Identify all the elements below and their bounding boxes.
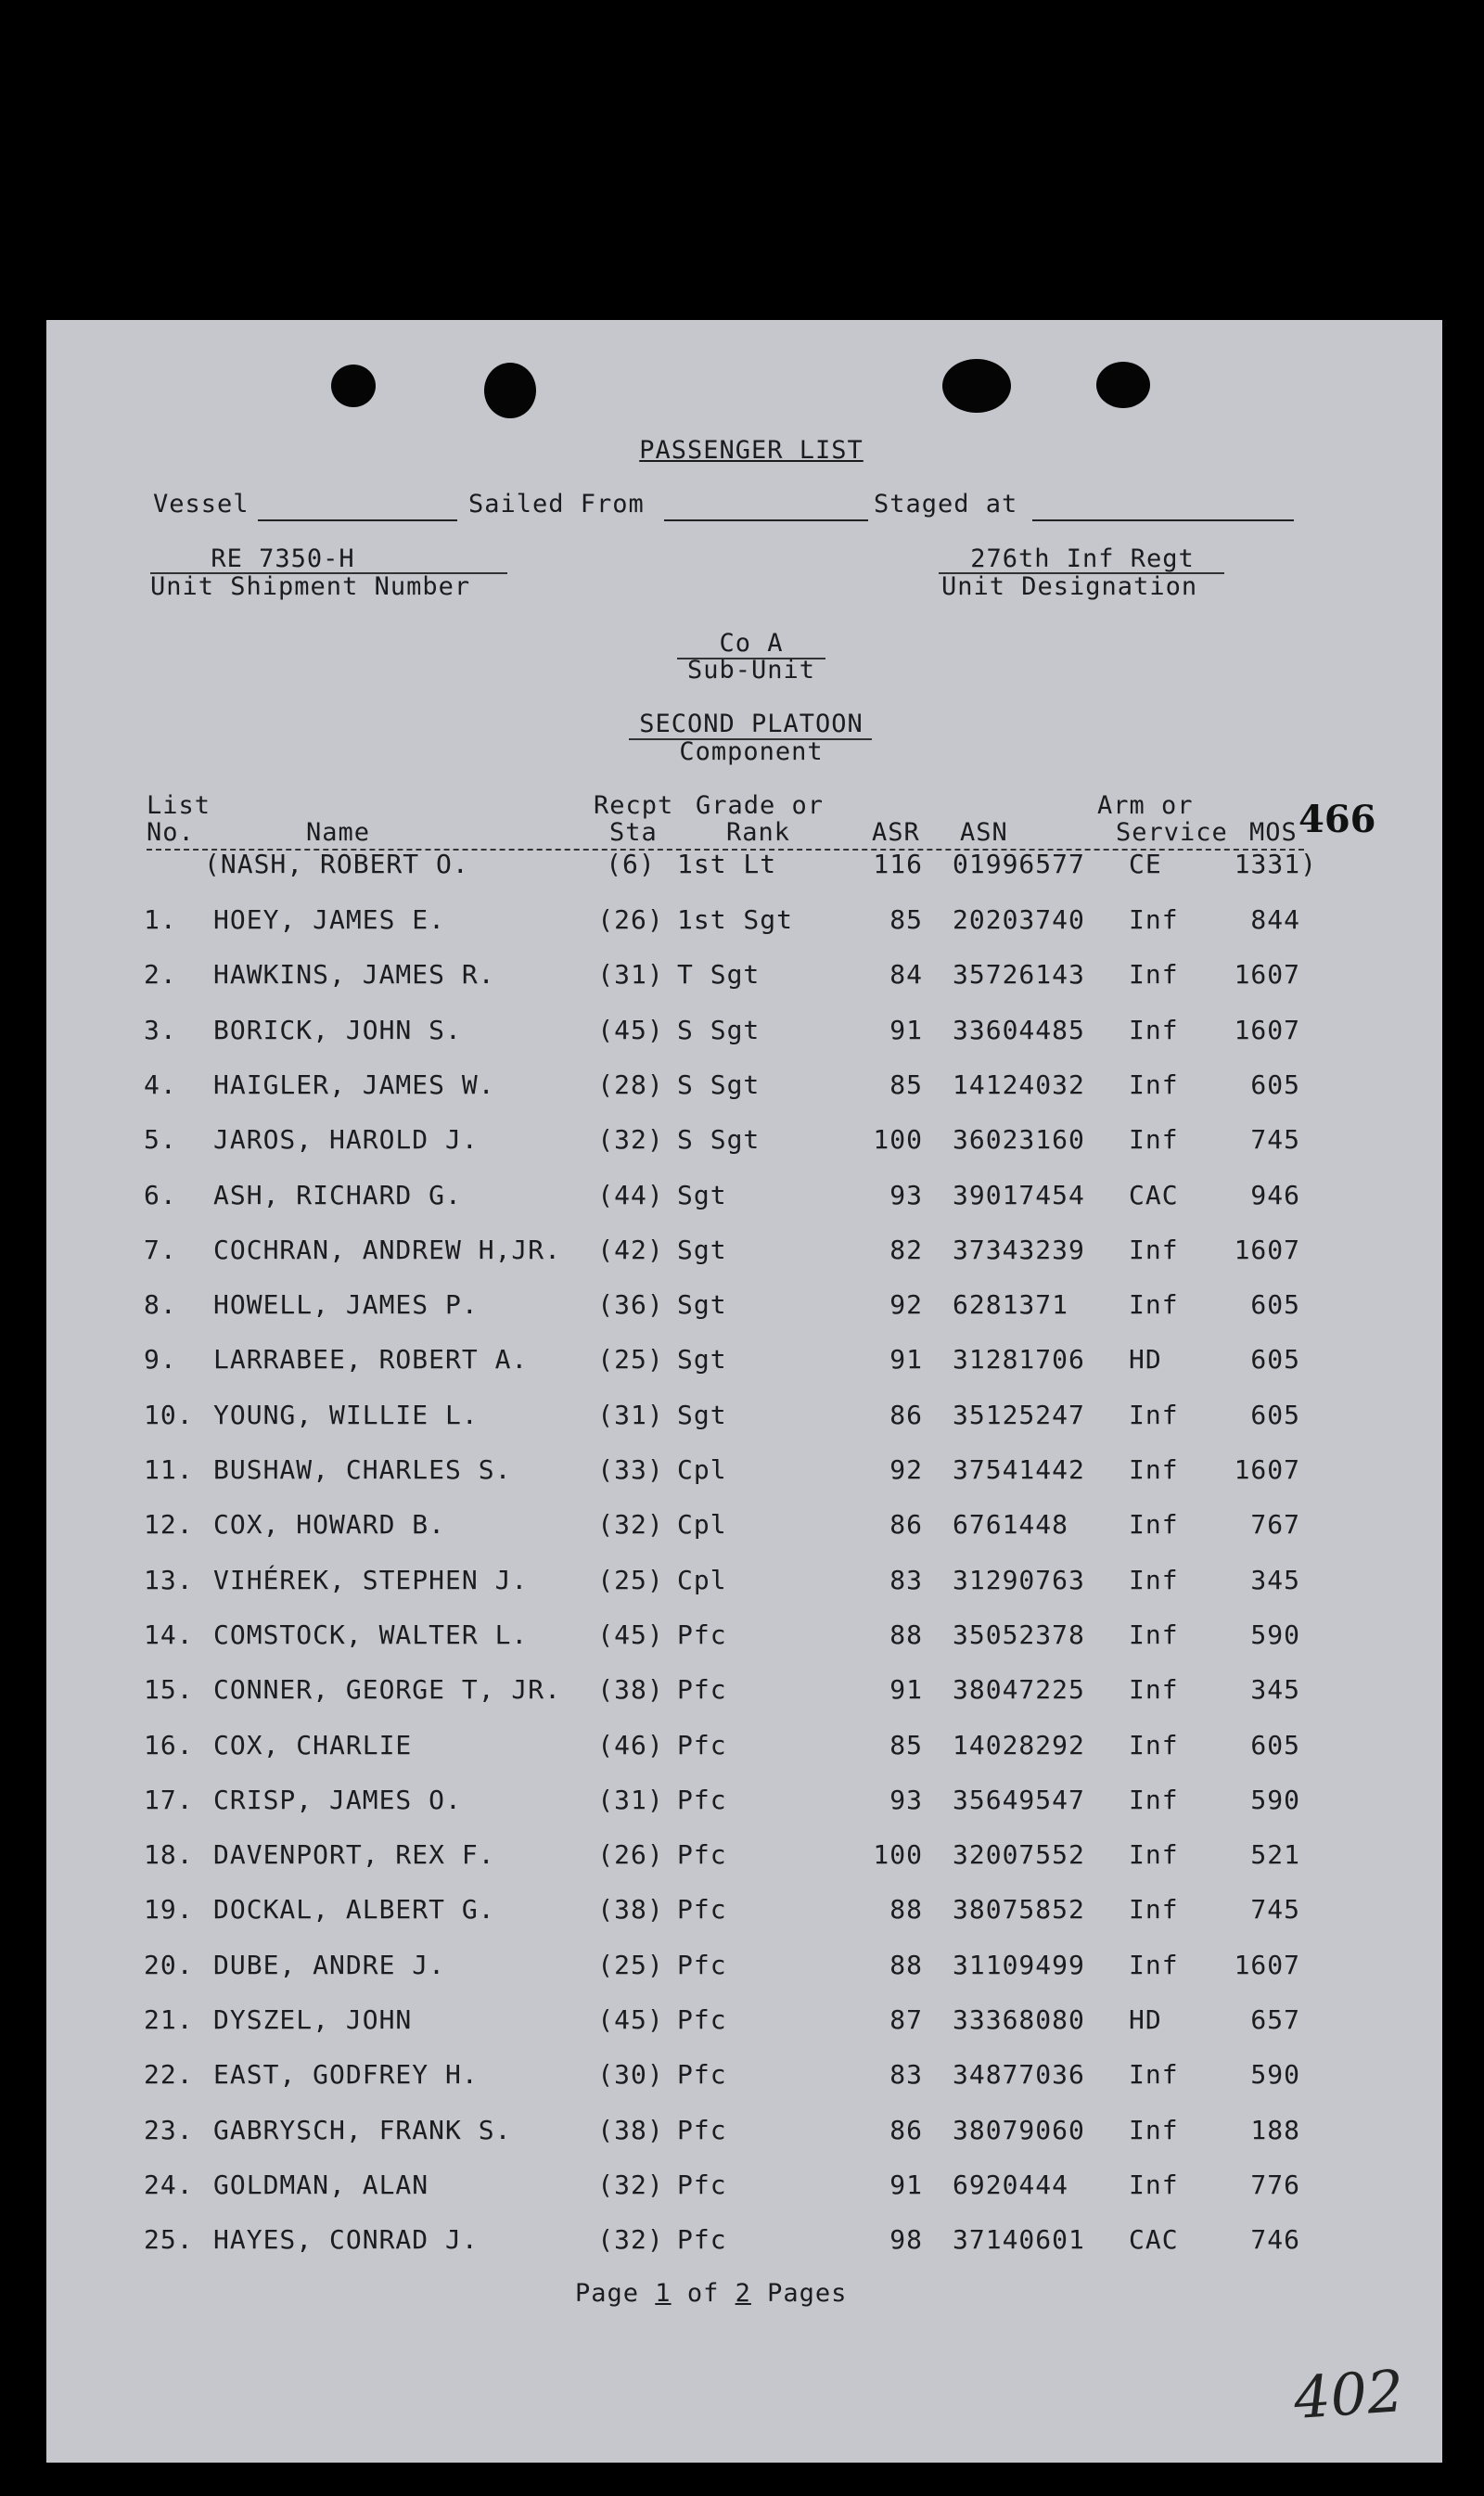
cell-arm: Inf	[1129, 1730, 1179, 1760]
cell-mos: 745	[1250, 1124, 1300, 1155]
table-row	[46, 2170, 1442, 2207]
cell-no: 6.	[144, 1180, 177, 1210]
cell-name: CONNER, GEORGE T, JR.	[213, 1674, 562, 1705]
cell-mos: 188	[1250, 2115, 1300, 2145]
cell-sta: (32)	[597, 1124, 664, 1155]
cell-mos: 590	[1250, 1619, 1300, 1650]
table-row	[46, 1950, 1442, 1987]
cell-name: HAYES, CONRAD J.	[213, 2224, 479, 2255]
cell-name: VIHÉREK, STEPHEN J.	[213, 1565, 529, 1595]
cell-sta: (31)	[597, 1400, 664, 1430]
cell-asr: 84	[889, 959, 923, 990]
cell-arm: Inf	[1129, 1674, 1179, 1705]
column-header-service: Service	[1116, 818, 1228, 847]
punch-hole	[331, 365, 376, 407]
cell-asr: 92	[889, 1289, 923, 1320]
cell-arm: Inf	[1129, 1839, 1179, 1870]
cell-asr: 86	[889, 1400, 923, 1430]
cell-no: 25.	[144, 2224, 194, 2255]
table-row	[46, 2115, 1442, 2152]
cell-grade: Pfc	[677, 2059, 727, 2090]
cell-mos: 1607	[1234, 1235, 1300, 1265]
cell-mos: 345	[1250, 1674, 1300, 1705]
cell-arm: Inf	[1129, 1069, 1179, 1100]
cell-sta: (46)	[597, 1730, 664, 1760]
cell-mos: 605	[1250, 1344, 1300, 1375]
cell-mos: 776	[1250, 2170, 1300, 2200]
cell-asn: 37541442	[953, 1454, 1085, 1485]
document-sheet	[46, 320, 1442, 2463]
table-row	[46, 1454, 1442, 1491]
cell-arm: Inf	[1129, 1894, 1179, 1925]
cell-sta: (44)	[597, 1180, 664, 1210]
officer-asr: 116	[873, 849, 923, 879]
cell-mos: 605	[1250, 1400, 1300, 1430]
cell-asn: 36023160	[953, 1124, 1085, 1155]
cell-sta: (32)	[597, 1509, 664, 1540]
cell-mos: 746	[1250, 2224, 1300, 2255]
cell-mos: 1607	[1234, 1950, 1300, 1980]
cell-asn: 39017454	[953, 1180, 1085, 1210]
cell-arm: CAC	[1129, 1180, 1179, 1210]
sailed-from-label: Sailed From	[468, 490, 645, 518]
cell-asr: 100	[873, 1124, 923, 1155]
cell-mos: 605	[1250, 1069, 1300, 1100]
unit-shipment-number-label: Unit Shipment Number	[150, 572, 471, 601]
cell-name: DYSZEL, JOHN	[213, 2004, 413, 2035]
cell-grade: Pfc	[677, 2115, 727, 2145]
cell-name: DUBE, ANDRE J.	[213, 1950, 446, 1980]
component-label: Component	[679, 737, 824, 766]
cell-name: YOUNG, WILLIE L.	[213, 1400, 479, 1430]
table-row	[46, 1124, 1442, 1161]
cell-asn: 37140601	[953, 2224, 1085, 2255]
cell-asn: 34877036	[953, 2059, 1085, 2090]
cell-grade: S Sgt	[677, 1124, 761, 1155]
cell-asr: 98	[889, 2224, 923, 2255]
cell-asr: 86	[889, 2115, 923, 2145]
table-row	[46, 1730, 1442, 1767]
cell-no: 21.	[144, 2004, 194, 2035]
cell-arm: Inf	[1129, 1400, 1179, 1430]
pages-word: Pages	[767, 2279, 848, 2308]
cell-asn: 33368080	[953, 2004, 1085, 2035]
cell-grade: Pfc	[677, 2004, 727, 2035]
cell-grade: Pfc	[677, 1894, 727, 1925]
table-row	[46, 904, 1442, 941]
cell-asn: 6920444	[953, 2170, 1069, 2200]
cell-no: 17.	[144, 1785, 194, 1815]
cell-asn: 31281706	[953, 1344, 1085, 1375]
column-header-recpt: Recpt	[594, 791, 674, 820]
cell-arm: Inf	[1129, 1565, 1179, 1595]
cell-arm: Inf	[1129, 1950, 1179, 1980]
cell-mos: 844	[1250, 904, 1300, 935]
cell-asn: 33604485	[953, 1015, 1085, 1045]
cell-arm: Inf	[1129, 1235, 1179, 1265]
handwritten-number: 402	[1291, 2356, 1406, 2433]
cell-grade: S Sgt	[677, 1015, 761, 1045]
cell-grade: Pfc	[677, 1674, 727, 1705]
staged-at-blank	[1032, 519, 1294, 521]
table-row	[46, 1565, 1442, 1602]
cell-arm: CAC	[1129, 2224, 1179, 2255]
cell-mos: 590	[1250, 1785, 1300, 1815]
cell-sta: (32)	[597, 2224, 664, 2255]
cell-sta: (45)	[597, 1619, 664, 1650]
cell-asr: 83	[889, 1565, 923, 1595]
cell-grade: Pfc	[677, 1619, 727, 1650]
table-row	[46, 1674, 1442, 1711]
cell-sta: (38)	[597, 1674, 664, 1705]
cell-sta: (28)	[597, 1069, 664, 1100]
cell-asr: 83	[889, 2059, 923, 2090]
cell-mos: 1607	[1234, 959, 1300, 990]
punch-hole	[942, 359, 1011, 413]
cell-arm: Inf	[1129, 959, 1179, 990]
cell-arm: HD	[1129, 1344, 1162, 1375]
cell-name: HAWKINS, JAMES R.	[213, 959, 495, 990]
cell-sta: (45)	[597, 2004, 664, 2035]
page-total: 2	[735, 2279, 751, 2308]
punch-hole	[1096, 362, 1150, 408]
cell-no: 8.	[144, 1289, 177, 1320]
cell-asr: 91	[889, 1344, 923, 1375]
cell-sta: (31)	[597, 1785, 664, 1815]
table-row	[46, 1400, 1442, 1437]
cell-asn: 14124032	[953, 1069, 1085, 1100]
cell-asn: 35125247	[953, 1400, 1085, 1430]
cell-name: COX, HOWARD B.	[213, 1509, 446, 1540]
cell-mos: 345	[1250, 1565, 1300, 1595]
cell-grade: Sgt	[677, 1180, 727, 1210]
table-row	[46, 2004, 1442, 2042]
cell-sta: (36)	[597, 1289, 664, 1320]
cell-asr: 91	[889, 1015, 923, 1045]
cell-no: 5.	[144, 1124, 177, 1155]
cell-grade: S Sgt	[677, 1069, 761, 1100]
cell-asn: 38047225	[953, 1674, 1085, 1705]
table-row	[46, 1180, 1442, 1217]
cell-asr: 88	[889, 1894, 923, 1925]
cell-grade: Pfc	[677, 2224, 727, 2255]
cell-asn: 32007552	[953, 1839, 1085, 1870]
cell-arm: Inf	[1129, 1785, 1179, 1815]
cell-asn: 35052378	[953, 1619, 1085, 1650]
cell-mos: 521	[1250, 1839, 1300, 1870]
cell-arm: Inf	[1129, 2170, 1179, 2200]
table-row	[46, 1894, 1442, 1931]
table-row	[46, 1509, 1442, 1546]
table-row	[46, 1015, 1442, 1052]
sub-unit-value: Co A	[719, 629, 784, 658]
cell-asr: 87	[889, 2004, 923, 2035]
cell-asr: 85	[889, 904, 923, 935]
cell-no: 10.	[144, 1400, 194, 1430]
column-header-arm-or: Arm or	[1097, 791, 1194, 820]
cell-name: DAVENPORT, REX F.	[213, 1839, 495, 1870]
column-header-rank: Rank	[726, 818, 791, 847]
cell-sta: (30)	[597, 2059, 664, 2090]
vessel-label: Vessel	[153, 490, 249, 518]
cell-mos: 657	[1250, 2004, 1300, 2035]
cell-mos: 745	[1250, 1894, 1300, 1925]
cell-arm: Inf	[1129, 1454, 1179, 1485]
cell-no: 14.	[144, 1619, 194, 1650]
officer-asn: 01996577	[953, 849, 1085, 879]
cell-mos: 1607	[1234, 1454, 1300, 1485]
page-indicator	[575, 2279, 847, 2308]
cell-grade: Pfc	[677, 1785, 727, 1815]
cell-no: 23.	[144, 2115, 194, 2145]
cell-arm: Inf	[1129, 1509, 1179, 1540]
cell-asn: 38075852	[953, 1894, 1085, 1925]
cell-sta: (31)	[597, 959, 664, 990]
cell-no: 16.	[144, 1730, 194, 1760]
page-word: Page	[575, 2279, 640, 2308]
table-row	[46, 1785, 1442, 1822]
cell-mos: 590	[1250, 2059, 1300, 2090]
cell-grade: Pfc	[677, 1950, 727, 1980]
cell-asn: 6761448	[953, 1509, 1069, 1540]
page-number: 1	[655, 2279, 672, 2308]
cell-no: 11.	[144, 1454, 194, 1485]
cell-arm: Inf	[1129, 1289, 1179, 1320]
cell-asr: 93	[889, 1180, 923, 1210]
cell-no: 7.	[144, 1235, 177, 1265]
table-row	[46, 1839, 1442, 1876]
column-header-no: No.	[147, 818, 195, 847]
column-header-list: List	[147, 791, 211, 820]
cell-name: CRISP, JAMES O.	[213, 1785, 462, 1815]
cell-mos: 605	[1250, 1289, 1300, 1320]
column-header-asr: ASR	[872, 818, 920, 847]
cell-name: BUSHAW, CHARLES S.	[213, 1454, 512, 1485]
cell-name: HAIGLER, JAMES W.	[213, 1069, 495, 1100]
cell-grade: Sgt	[677, 1289, 727, 1320]
cell-sta: (26)	[597, 1839, 664, 1870]
officer-name: (NASH, ROBERT O.	[204, 849, 469, 879]
cell-asr: 86	[889, 1509, 923, 1540]
punch-hole	[484, 363, 536, 418]
cell-name: EAST, GODFREY H.	[213, 2059, 479, 2090]
cell-asn: 31290763	[953, 1565, 1085, 1595]
cell-asr: 91	[889, 2170, 923, 2200]
column-header-asn: ASN	[960, 818, 1008, 847]
cell-name: COMSTOCK, WALTER L.	[213, 1619, 529, 1650]
cell-name: LARRABEE, ROBERT A.	[213, 1344, 529, 1375]
table-row	[46, 1289, 1442, 1326]
cell-asr: 88	[889, 1619, 923, 1650]
cell-grade: Sgt	[677, 1400, 727, 1430]
cell-mos: 767	[1250, 1509, 1300, 1540]
cell-grade: Cpl	[677, 1565, 727, 1595]
table-row	[46, 959, 1442, 996]
cell-grade: T Sgt	[677, 959, 761, 990]
cell-no: 20.	[144, 1950, 194, 1980]
cell-no: 9.	[144, 1344, 177, 1375]
officer-arm: CE	[1129, 849, 1162, 879]
cell-arm: Inf	[1129, 1619, 1179, 1650]
table-row	[46, 2224, 1442, 2261]
unit-shipment-number-value: RE 7350-H	[211, 544, 355, 573]
cell-no: 18.	[144, 1839, 194, 1870]
table-row	[46, 2059, 1442, 2096]
column-header-mos: MOS	[1249, 818, 1298, 847]
officer-sta: (6)	[606, 849, 656, 879]
cell-asn: 37343239	[953, 1235, 1085, 1265]
column-header-sta: Sta	[609, 818, 658, 847]
cell-name: COCHRAN, ANDREW H,JR.	[213, 1235, 562, 1265]
cell-name: HOWELL, JAMES P.	[213, 1289, 479, 1320]
cell-no: 19.	[144, 1894, 194, 1925]
cell-asr: 85	[889, 1730, 923, 1760]
cell-asn: 35726143	[953, 959, 1085, 990]
cell-sta: (25)	[597, 1344, 664, 1375]
cell-sta: (45)	[597, 1015, 664, 1045]
cell-grade: Pfc	[677, 2170, 727, 2200]
cell-no: 15.	[144, 1674, 194, 1705]
cell-sta: (33)	[597, 1454, 664, 1485]
cell-asn: 38079060	[953, 2115, 1085, 2145]
cell-name: DOCKAL, ALBERT G.	[213, 1894, 495, 1925]
cell-sta: (26)	[597, 904, 664, 935]
column-header-grade-or: Grade or	[696, 791, 825, 820]
cell-grade: Sgt	[677, 1235, 727, 1265]
cell-grade: Pfc	[677, 1730, 727, 1760]
component-value: SECOND PLATOON	[639, 710, 864, 738]
cell-name: COX, CHARLIE	[213, 1730, 413, 1760]
vessel-blank	[258, 519, 457, 521]
cell-no: 13.	[144, 1565, 194, 1595]
cell-asr: 88	[889, 1950, 923, 1980]
cell-asr: 91	[889, 1674, 923, 1705]
cell-arm: Inf	[1129, 1124, 1179, 1155]
cell-name: JAROS, HAROLD J.	[213, 1124, 479, 1155]
cell-arm: Inf	[1129, 1015, 1179, 1045]
cell-asn: 14028292	[953, 1730, 1085, 1760]
cell-no: 3.	[144, 1015, 177, 1045]
officer-row	[46, 849, 1442, 886]
cell-no: 1.	[144, 904, 177, 935]
cell-asn: 6281371	[953, 1289, 1069, 1320]
cell-name: BORICK, JOHN S.	[213, 1015, 462, 1045]
officer-grade: 1st Lt	[677, 849, 777, 879]
cell-name: ASH, RICHARD G.	[213, 1180, 462, 1210]
cell-no: 12.	[144, 1509, 194, 1540]
cell-sta: (32)	[597, 2170, 664, 2200]
column-header-name: Name	[306, 818, 371, 847]
cell-no: 2.	[144, 959, 177, 990]
table-row	[46, 1344, 1442, 1381]
cell-arm: HD	[1129, 2004, 1162, 2035]
cell-arm: Inf	[1129, 904, 1179, 935]
sub-unit-label: Sub-Unit	[686, 656, 816, 685]
sailed-from-blank	[664, 519, 868, 521]
page-title: PASSENGER LIST	[639, 436, 864, 465]
cell-asn: 31109499	[953, 1950, 1085, 1980]
cell-asn: 20203740	[953, 904, 1085, 935]
cell-name: GOLDMAN, ALAN	[213, 2170, 429, 2200]
cell-mos: 1607	[1234, 1015, 1300, 1045]
cell-name: HOEY, JAMES E.	[213, 904, 446, 935]
cell-sta: (38)	[597, 2115, 664, 2145]
table-row	[46, 1235, 1442, 1272]
cell-asr: 85	[889, 1069, 923, 1100]
cell-no: 22.	[144, 2059, 194, 2090]
cell-grade: Pfc	[677, 1839, 727, 1870]
cell-mos: 605	[1250, 1730, 1300, 1760]
officer-mos: 1331)	[1234, 849, 1317, 879]
cell-mos: 946	[1250, 1180, 1300, 1210]
cell-grade: Cpl	[677, 1454, 727, 1485]
cell-sta: (25)	[597, 1950, 664, 1980]
cell-grade: Sgt	[677, 1344, 727, 1375]
cell-arm: Inf	[1129, 2059, 1179, 2090]
cell-asr: 82	[889, 1235, 923, 1265]
cell-asn: 35649547	[953, 1785, 1085, 1815]
cell-asr: 93	[889, 1785, 923, 1815]
table-row	[46, 1069, 1442, 1107]
cell-asr: 92	[889, 1454, 923, 1485]
cell-name: GABRYSCH, FRANK S.	[213, 2115, 512, 2145]
stamp-number: 466	[1298, 798, 1376, 841]
cell-asr: 100	[873, 1839, 923, 1870]
cell-grade: 1st Sgt	[677, 904, 794, 935]
cell-grade: Cpl	[677, 1509, 727, 1540]
cell-arm: Inf	[1129, 2115, 1179, 2145]
cell-sta: (38)	[597, 1894, 664, 1925]
cell-sta: (42)	[597, 1235, 664, 1265]
cell-no: 4.	[144, 1069, 177, 1100]
cell-sta: (25)	[597, 1565, 664, 1595]
staged-at-label: Staged at	[874, 490, 1018, 518]
unit-designation-value: 276th Inf Regt	[970, 544, 1195, 573]
cell-no: 24.	[144, 2170, 194, 2200]
unit-designation-label: Unit Designation	[941, 572, 1198, 601]
table-row	[46, 1619, 1442, 1657]
of-word: of	[686, 2279, 720, 2308]
